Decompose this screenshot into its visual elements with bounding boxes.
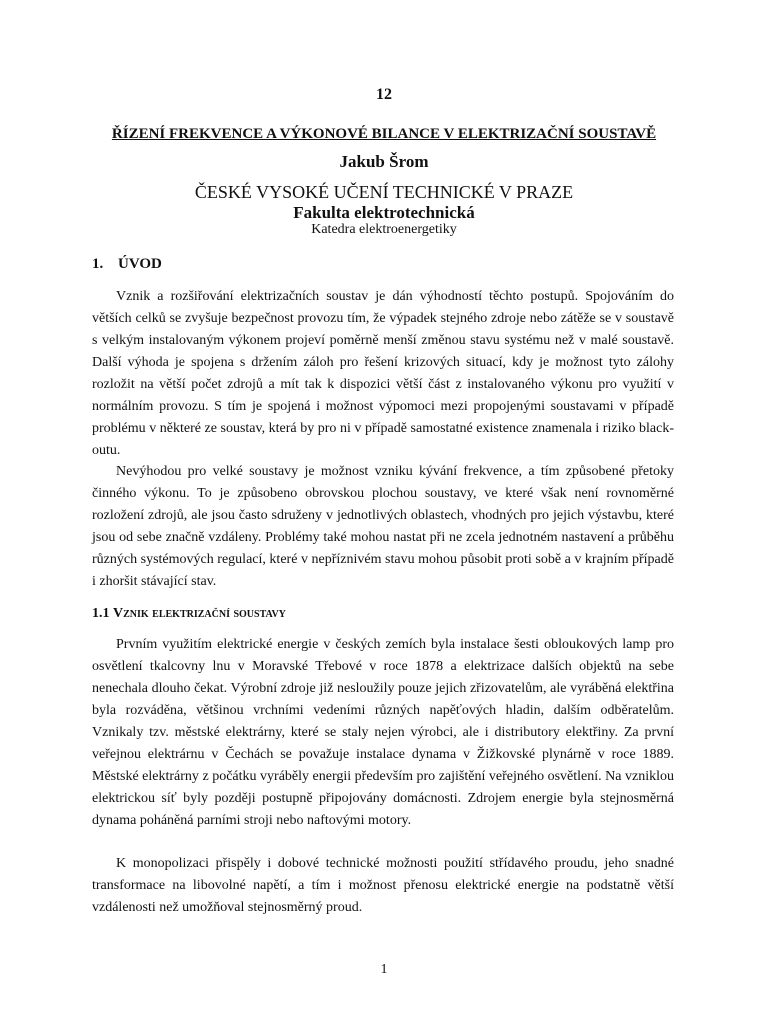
page-number: 1 [380,962,388,977]
paragraph: Nevýhodou pro velké soustavy je možnost vzniku kývání frekvence, a tím způsobené přetoky činného výkonu. To je způsobeno obrovskou plochou soustavy, ve které však není rovnoměrné rozložení zdrojů, ale jsou často sdruženy v jednotlivých oblastech, vhodných pro jejich výstavbu, které jsou od sebe značně vzdáleny. Problémy také mohou nastat při ne zcela jednotném nastavení a průběhu různých systémových regulací, které v nepříznivém stavu mohou působit proti sobě a v krajním případě i zhoršit stávající stav. [92,464,674,589]
section-title: ÚVOD [118,256,162,272]
section-heading-intro [92,256,162,273]
section-number: 1. [92,256,104,272]
subsection-title: Vznik elektrizační soustavy [113,606,286,621]
paragraph: K monopolizaci přispěly i dobové technické možnosti použití střídavého proudu, jeho snadné transformace na libovolné napětí, a tím i možnost přenosu elektrické energie na podstatně větší vzdálenosti než umožňoval stejnosměrný proud. [92,856,674,915]
subsection-heading [92,606,286,622]
paragraph: Vznik a rozšiřování elektrizačních soustav je dán výhodností těchto postupů. Spojováním do větších celků se zvyšuje bezpečnost provozu tím, že výpadek stejného zdroje nebo zátěže se v soustavě s velkým instalovaným výkonem projeví poměrně menší změnou stavu systému než v malé soustavě. Další výhoda je spojena s držením záloh pro řešení krizových situací, kdy je možnost tyto zálohy rozložit na větší počet zdrojů a mít tak k dispozici větší část z instalovaného výkonu pro využití v normálním provozu. S tím je spojená i možnost výpomoci mezi propojenými soustavami v případě problému v některé ze soustav, která by pro ni v případě samostatné existence znamenala i riziko black-outu. [92,289,674,458]
subsection-number: 1.1 [92,606,110,621]
faculty-name: Fakulta elektrotechnická [293,203,475,222]
paragraph: Prvním využitím elektrické energie v českých zemích byla instalace šesti obloukových lamp pro osvětlení tkalcovny lnu v Moravské Třebové v roce 1878 a elektrizace dalších objektů na sebe nenechala dlouho čekat. Výrobní zdroje již nesloužily pouze jejich zřizovatelům, ale vyráběná elektřina byla rozváděna, většinou vrchními vedeními různých napěťových hladin, dalším odběratelům. Vznikaly tzv. městské elektrárny, které se staly nejen výrobci, ale i distributory elektřiny. Za první veřejnou elektrárnu v Čechách se považuje instalace dynama v Žižkovské plynárně v roce 1889. Městské elektrárny z počátku vyráběly energii především pro zajištění veřejného osvětlení. Na vzniklou elektrickou síť byly později postupně připojovány domácnosti. Zdrojem energie byla stejnosměrná dynama poháněná parními stroji nebo naftovými motory. [92,637,674,828]
chapter-number: 12 [376,86,392,103]
department-name: Katedra elektroenergetiky [311,222,457,237]
university-name: ČESKÉ VYSOKÉ UČENÍ TECHNICKÉ V PRAZE [194,182,574,202]
author-name: Jakub Šrom [339,152,429,171]
chapter-title: ŘÍZENÍ FREKVENCE A VÝKONOVÉ BILANCE V ELEKTRIZAČNÍ SOUSTAVĚ [111,126,657,142]
